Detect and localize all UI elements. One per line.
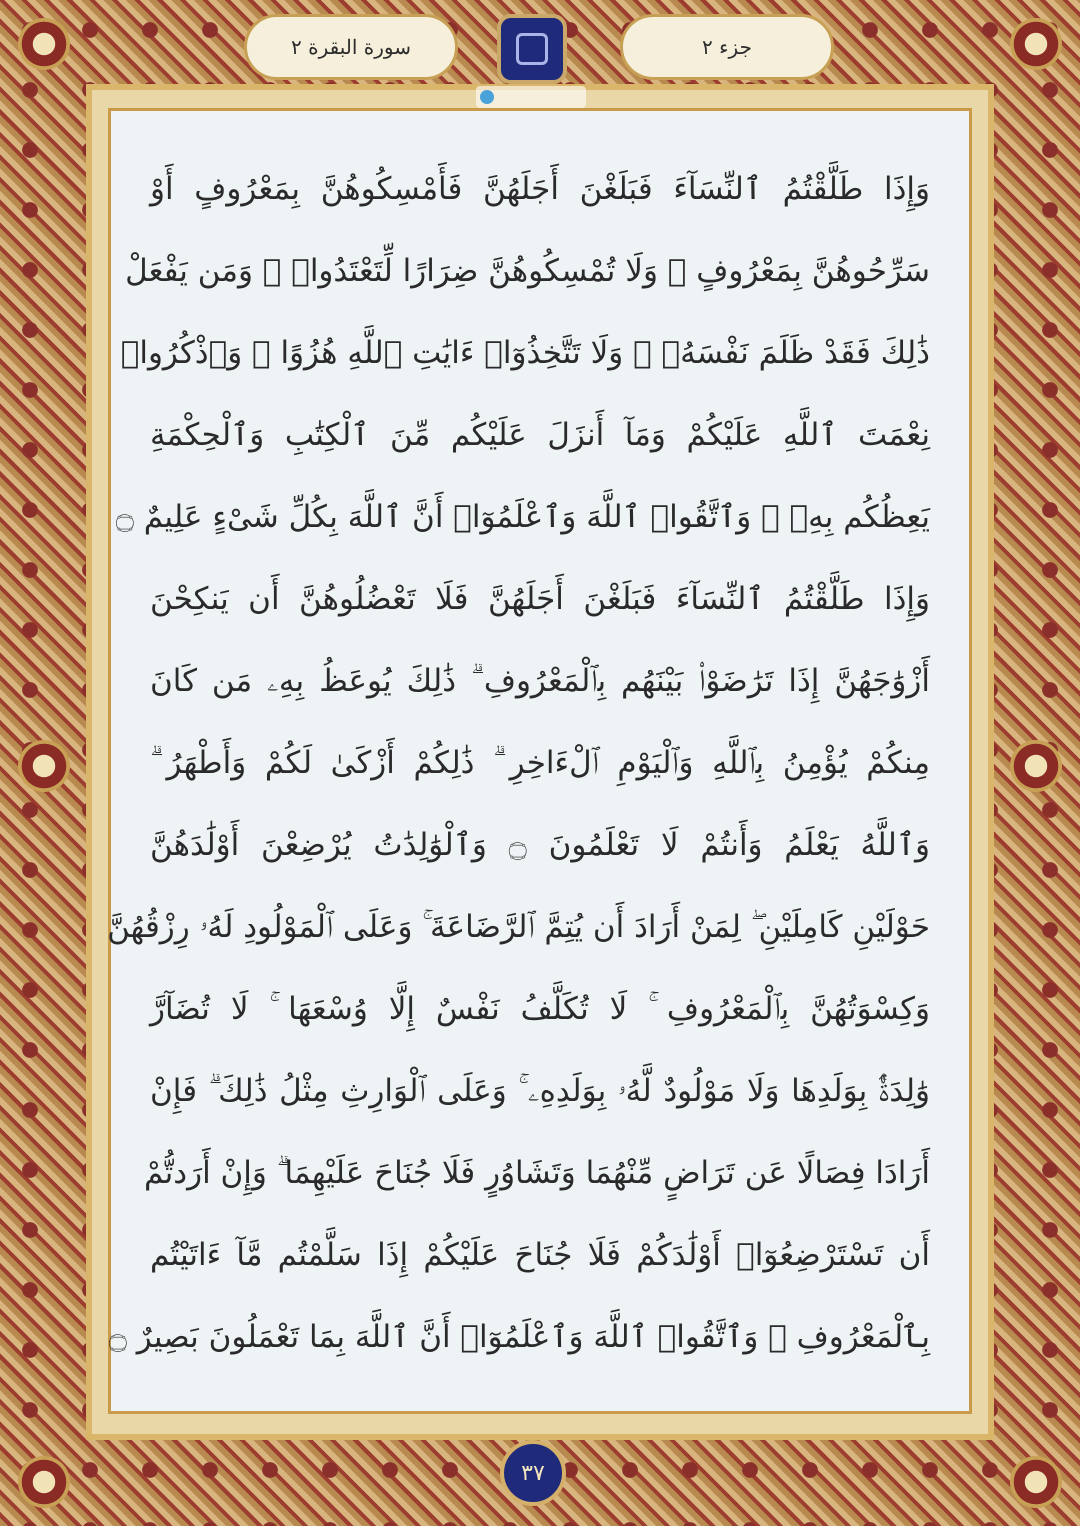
rosette-ornament — [18, 740, 70, 792]
verse-line: وَإِذَا طَلَّقْتُمُ ٱلنِّسَآءَ فَبَلَغْنَ أَجَلَهُنَّ فَأَمْسِكُوهُنَّ بِمَعْرُوفٍ أَوْ — [150, 171, 930, 207]
verse-line: وَكِسْوَتُهُنَّ بِٱلْمَعْرُوفِ ۚ لَا تُكَلَّفُ نَفْسٌ إِلَّا وُسْعَهَا ۚ لَا تُضَآرَّ — [150, 991, 930, 1027]
verse-line: يَعِظُكُم بِهِۦ ۚ وَٱتَّقُوا۟ ٱللَّهَ وَٱعْلَمُوٓا۟ أَنَّ ٱللَّهَ بِكُلِّ شَىْءٍ عَلِيمٌ ۝ — [115, 499, 930, 535]
page-number-badge — [500, 1440, 566, 1506]
verse-line: أَن تَسْتَرْضِعُوٓا۟ أَوْلَٰدَكُمْ فَلَا جُنَاحَ عَلَيْكُمْ إِذَا سَلَّمْتُم مَّآ ءَاتَيْتُم — [150, 1237, 930, 1273]
verse-line: وَٱللَّهُ يَعْلَمُ وَأَنتُمْ لَا تَعْلَمُونَ ۝ وَٱلْوَٰلِدَٰتُ يُرْضِعْنَ أَوْلَٰدَهُنَّ — [150, 827, 930, 863]
verse-line: حَوْلَيْنِ كَامِلَيْنِ ۖ لِمَنْ أَرَادَ أَن يُتِمَّ ٱلرَّضَاعَةَ ۚ وَعَلَى ٱلْمَوْلُودِ لَهُۥ رِزْقُهُنَّ — [107, 909, 930, 945]
verse-line: نِعْمَتَ ٱللَّهِ عَلَيْكُمْ وَمَآ أَنزَلَ عَلَيْكُم مِّنَ ٱلْكِتَٰبِ وَٱلْحِكْمَةِ — [150, 417, 930, 453]
verse-text-block — [107, 148, 930, 1378]
rosette-ornament — [18, 18, 70, 70]
verse-line: ذَٰلِكَ فَقَدْ ظَلَمَ نَفْسَهُۥ ۚ وَلَا تَتَّخِذُوٓا۟ ءَايَٰتِ ٱللَّهِ هُزُوًا ۚ وَٱذْكُرُوا۟ — [120, 335, 930, 371]
verse-line: أَزْوَٰجَهُنَّ إِذَا تَرَٰضَوْا۟ بَيْنَهُم بِٱلْمَعْرُوفِ ۗ ذَٰلِكَ يُوعَظُ بِهِۦ مَن كَانَ — [150, 663, 930, 699]
surah-name-label: سورة البقرة ٢ — [291, 35, 412, 59]
verse-line: مِنكُمْ يُؤْمِنُ بِٱللَّهِ وَٱلْيَوْمِ ٱلْءَاخِرِ ۗ ذَٰلِكُمْ أَزْكَىٰ لَكُمْ وَأَطْهَرُ ۗ — [150, 745, 930, 781]
verse-line: أَرَادَا فِصَالًا عَن تَرَاضٍ مِّنْهُمَا وَتَشَاوُرٍ فَلَا جُنَاحَ عَلَيْهِمَا ۗ وَإِنْ أَرَدتُّمْ — [144, 1155, 930, 1191]
rosette-ornament — [1010, 1456, 1062, 1508]
juz-label: جزء ٢ — [702, 35, 752, 59]
verse-line: سَرِّحُوهُنَّ بِمَعْرُوفٍ ۚ وَلَا تُمْسِكُوهُنَّ ضِرَارًا لِّتَعْتَدُوا۟ ۚ وَمَن يَفْعَلْ — [125, 253, 930, 289]
rosette-ornament — [1010, 740, 1062, 792]
rosette-ornament — [18, 1456, 70, 1508]
page-number-label: ٣٧ — [521, 1460, 545, 1486]
rosette-ornament — [1010, 18, 1062, 70]
verse-line: وَٰلِدَةٌۢ بِوَلَدِهَا وَلَا مَوْلُودٌ لَّهُۥ بِوَلَدِهِۦ ۚ وَعَلَى ٱلْوَارِثِ مِثْلُ ذَٰلِكَ ۗ فَإِنْ — [150, 1073, 930, 1109]
verse-line: بِٱلْمَعْرُوفِ ۗ وَٱتَّقُوا۟ ٱللَّهَ وَٱعْلَمُوٓا۟ أَنَّ ٱللَّهَ بِمَا تَعْمَلُونَ بَصِيرٌ ۝ — [108, 1319, 930, 1355]
juz-cartouche — [620, 14, 834, 80]
watermark-logo — [476, 86, 586, 108]
verse-line: وَإِذَا طَلَّقْتُمُ ٱلنِّسَآءَ فَبَلَغْنَ أَجَلَهُنَّ فَلَا تَعْضُلُوهُنَّ أَن يَنكِحْنَ — [150, 581, 930, 617]
surah-name-cartouche — [244, 14, 458, 80]
top-emblem-icon — [497, 14, 567, 84]
